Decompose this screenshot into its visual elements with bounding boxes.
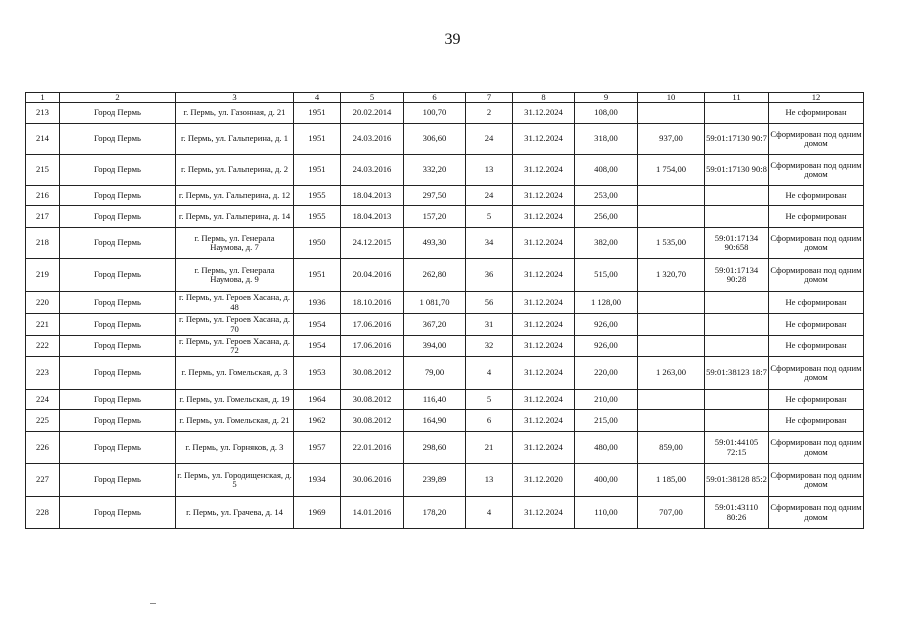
column-header: 9 [575, 93, 638, 103]
table-row [26, 336, 864, 357]
address-cell: г. Пермь, ул. Героев Хасана, д. 48 [176, 292, 294, 314]
land-status-cell: Сформирован под одним домом [769, 432, 864, 464]
year-built-cell: 1953 [294, 357, 341, 390]
residents-cell: 56 [466, 292, 513, 314]
address-cell: г. Пермь, ул. Грачева, д. 14 [176, 497, 294, 529]
municipality-cell: Город Пермь [60, 336, 176, 357]
cadastral-number-cell: 59:01:38123 18:7 [705, 357, 769, 390]
deadline-cell: 31.12.2024 [513, 410, 575, 432]
table-row [26, 314, 864, 336]
deadline-cell: 31.12.2024 [513, 103, 575, 124]
resettlement-area-cell: 926,00 [575, 314, 638, 336]
deadline-cell: 31.12.2024 [513, 186, 575, 206]
residents-cell: 2 [466, 103, 513, 124]
land-area-cell [638, 206, 705, 228]
year-built-cell: 1951 [294, 124, 341, 155]
table-row [26, 103, 864, 124]
municipality-cell: Город Пермь [60, 186, 176, 206]
recognition-date-cell: 30.08.2012 [341, 357, 404, 390]
area-cell: 178,20 [404, 497, 466, 529]
page-number: 39 [444, 31, 461, 48]
table-header-row [26, 93, 864, 103]
housing-registry-table [25, 92, 864, 529]
municipality-cell: Город Пермь [60, 103, 176, 124]
residents-cell: 31 [466, 314, 513, 336]
address-cell: г. Пермь, ул. Гомельская, д. 19 [176, 390, 294, 410]
municipality-cell: Город Пермь [60, 357, 176, 390]
year-built-cell: 1955 [294, 206, 341, 228]
recognition-date-cell: 18.04.2013 [341, 206, 404, 228]
table-row [26, 292, 864, 314]
land-status-cell: Не сформирован [769, 292, 864, 314]
land-status-cell: Сформирован под одним домом [769, 259, 864, 292]
row-number-cell: 222 [26, 336, 60, 357]
area-cell: 306,60 [404, 124, 466, 155]
resettlement-area-cell: 515,00 [575, 259, 638, 292]
year-built-cell: 1950 [294, 228, 341, 259]
column-header: 5 [341, 93, 404, 103]
land-area-cell: 1 754,00 [638, 155, 705, 186]
cadastral-number-cell: 59:01:17134 90:28 [705, 259, 769, 292]
resettlement-area-cell: 253,00 [575, 186, 638, 206]
year-built-cell: 1954 [294, 336, 341, 357]
table-row [26, 259, 864, 292]
deadline-cell: 31.12.2024 [513, 357, 575, 390]
cadastral-number-cell: 59:01:38128 85:2 [705, 464, 769, 497]
table-body [26, 103, 864, 529]
area-cell: 116,40 [404, 390, 466, 410]
deadline-cell: 31.12.2024 [513, 336, 575, 357]
land-area-cell [638, 390, 705, 410]
land-area-cell: 1 535,00 [638, 228, 705, 259]
residents-cell: 21 [466, 432, 513, 464]
column-header: 8 [513, 93, 575, 103]
table-row [26, 464, 864, 497]
cadastral-number-cell: 59:01:17130 90:7 [705, 124, 769, 155]
land-area-cell: 1 320,70 [638, 259, 705, 292]
column-header: 11 [705, 93, 769, 103]
area-cell: 298,60 [404, 432, 466, 464]
address-cell: г. Пермь, ул. Гомельская, д. 21 [176, 410, 294, 432]
land-status-cell: Не сформирован [769, 390, 864, 410]
year-built-cell: 1964 [294, 390, 341, 410]
table-row [26, 432, 864, 464]
address-cell: г. Пермь, ул. Городищенская, д. 5 [176, 464, 294, 497]
resettlement-area-cell: 256,00 [575, 206, 638, 228]
address-cell: г. Пермь, ул. Горняков, д. 3 [176, 432, 294, 464]
address-cell: г. Пермь, ул. Гальперина, д. 12 [176, 186, 294, 206]
land-area-cell [638, 186, 705, 206]
area-cell: 79,00 [404, 357, 466, 390]
deadline-cell: 31.12.2024 [513, 124, 575, 155]
residents-cell: 5 [466, 206, 513, 228]
land-area-cell [638, 103, 705, 124]
land-area-cell: 859,00 [638, 432, 705, 464]
year-built-cell: 1955 [294, 186, 341, 206]
table-row [26, 186, 864, 206]
resettlement-area-cell: 220,00 [575, 357, 638, 390]
row-number-cell: 220 [26, 292, 60, 314]
row-number-cell: 227 [26, 464, 60, 497]
table-row [26, 357, 864, 390]
municipality-cell: Город Пермь [60, 292, 176, 314]
cadastral-number-cell [705, 390, 769, 410]
municipality-cell: Город Пермь [60, 259, 176, 292]
land-status-cell: Не сформирован [769, 206, 864, 228]
cadastral-number-cell [705, 103, 769, 124]
address-cell: г. Пермь, ул. Героев Хасана, д. 70 [176, 314, 294, 336]
address-cell: г. Пермь, ул. Гомельская, д. 3 [176, 357, 294, 390]
recognition-date-cell: 18.10.2016 [341, 292, 404, 314]
deadline-cell: 31.12.2024 [513, 432, 575, 464]
area-cell: 164,90 [404, 410, 466, 432]
cadastral-number-cell [705, 186, 769, 206]
recognition-date-cell: 30.06.2016 [341, 464, 404, 497]
land-status-cell: Не сформирован [769, 186, 864, 206]
resettlement-area-cell: 108,00 [575, 103, 638, 124]
table-row [26, 497, 864, 529]
resettlement-area-cell: 1 128,00 [575, 292, 638, 314]
cadastral-number-cell: 59:01:43110 80:26 [705, 497, 769, 529]
deadline-cell: 31.12.2024 [513, 259, 575, 292]
resettlement-area-cell: 110,00 [575, 497, 638, 529]
year-built-cell: 1936 [294, 292, 341, 314]
land-area-cell [638, 336, 705, 357]
area-cell: 493,30 [404, 228, 466, 259]
table-row [26, 410, 864, 432]
land-status-cell: Не сформирован [769, 314, 864, 336]
municipality-cell: Город Пермь [60, 228, 176, 259]
year-built-cell: 1951 [294, 155, 341, 186]
residents-cell: 34 [466, 228, 513, 259]
column-header: 10 [638, 93, 705, 103]
year-built-cell: 1957 [294, 432, 341, 464]
address-cell: г. Пермь, ул. Гальперина, д. 2 [176, 155, 294, 186]
land-status-cell: Не сформирован [769, 410, 864, 432]
deadline-cell: 31.12.2024 [513, 390, 575, 410]
resettlement-area-cell: 926,00 [575, 336, 638, 357]
area-cell: 297,50 [404, 186, 466, 206]
deadline-cell: 31.12.2024 [513, 228, 575, 259]
land-status-cell: Сформирован под одним домом [769, 228, 864, 259]
recognition-date-cell: 22.01.2016 [341, 432, 404, 464]
row-number-cell: 219 [26, 259, 60, 292]
year-built-cell: 1969 [294, 497, 341, 529]
residents-cell: 4 [466, 357, 513, 390]
land-area-cell: 1 185,00 [638, 464, 705, 497]
row-number-cell: 228 [26, 497, 60, 529]
column-header: 2 [60, 93, 176, 103]
area-cell: 262,80 [404, 259, 466, 292]
row-number-cell: 223 [26, 357, 60, 390]
resettlement-area-cell: 318,00 [575, 124, 638, 155]
cadastral-number-cell: 59:01:17130 90:8 [705, 155, 769, 186]
residents-cell: 13 [466, 155, 513, 186]
land-status-cell: Не сформирован [769, 336, 864, 357]
row-number-cell: 213 [26, 103, 60, 124]
recognition-date-cell: 17.06.2016 [341, 336, 404, 357]
table-row [26, 206, 864, 228]
land-status-cell: Сформирован под одним домом [769, 497, 864, 529]
address-cell: г. Пермь, ул. Героев Хасана, д. 72 [176, 336, 294, 357]
deadline-cell: 31.12.2024 [513, 292, 575, 314]
address-cell: г. Пермь, ул. Гальперина, д. 1 [176, 124, 294, 155]
address-cell: г. Пермь, ул. Генерала Наумова, д. 9 [176, 259, 294, 292]
municipality-cell: Город Пермь [60, 206, 176, 228]
residents-cell: 5 [466, 390, 513, 410]
year-built-cell: 1954 [294, 314, 341, 336]
column-header: 1 [26, 93, 60, 103]
residents-cell: 4 [466, 497, 513, 529]
column-header: 3 [176, 93, 294, 103]
cadastral-number-cell: 59:01:17134 90:658 [705, 228, 769, 259]
land-area-cell: 1 263,00 [638, 357, 705, 390]
recognition-date-cell: 14.01.2016 [341, 497, 404, 529]
municipality-cell: Город Пермь [60, 314, 176, 336]
municipality-cell: Город Пермь [60, 390, 176, 410]
row-number-cell: 218 [26, 228, 60, 259]
year-built-cell: 1934 [294, 464, 341, 497]
land-area-cell: 937,00 [638, 124, 705, 155]
municipality-cell: Город Пермь [60, 497, 176, 529]
area-cell: 367,20 [404, 314, 466, 336]
land-area-cell [638, 314, 705, 336]
column-header: 6 [404, 93, 466, 103]
year-built-cell: 1951 [294, 103, 341, 124]
area-cell: 157,20 [404, 206, 466, 228]
column-header: 7 [466, 93, 513, 103]
cadastral-number-cell [705, 336, 769, 357]
recognition-date-cell: 20.02.2014 [341, 103, 404, 124]
year-built-cell: 1962 [294, 410, 341, 432]
municipality-cell: Город Пермь [60, 432, 176, 464]
recognition-date-cell: 24.12.2015 [341, 228, 404, 259]
land-status-cell: Не сформирован [769, 103, 864, 124]
residents-cell: 36 [466, 259, 513, 292]
area-cell: 100,70 [404, 103, 466, 124]
recognition-date-cell: 24.03.2016 [341, 124, 404, 155]
column-header: 4 [294, 93, 341, 103]
municipality-cell: Город Пермь [60, 124, 176, 155]
address-cell: г. Пермь, ул. Гальперина, д. 14 [176, 206, 294, 228]
land-status-cell: Сформирован под одним домом [769, 124, 864, 155]
address-cell: г. Пермь, ул. Газонная, д. 21 [176, 103, 294, 124]
row-number-cell: 215 [26, 155, 60, 186]
municipality-cell: Город Пермь [60, 155, 176, 186]
table-row [26, 228, 864, 259]
table-row [26, 155, 864, 186]
cadastral-number-cell: 59:01:44105 72:15 [705, 432, 769, 464]
row-number-cell: 216 [26, 186, 60, 206]
column-header: 12 [769, 93, 864, 103]
residents-cell: 24 [466, 124, 513, 155]
table-row [26, 124, 864, 155]
row-number-cell: 224 [26, 390, 60, 410]
resettlement-area-cell: 382,00 [575, 228, 638, 259]
residents-cell: 32 [466, 336, 513, 357]
land-area-cell [638, 410, 705, 432]
municipality-cell: Город Пермь [60, 464, 176, 497]
area-cell: 394,00 [404, 336, 466, 357]
deadline-cell: 31.12.2020 [513, 464, 575, 497]
row-number-cell: 225 [26, 410, 60, 432]
recognition-date-cell: 17.06.2016 [341, 314, 404, 336]
residents-cell: 13 [466, 464, 513, 497]
row-number-cell: 221 [26, 314, 60, 336]
cadastral-number-cell [705, 206, 769, 228]
land-status-cell: Сформирован под одним домом [769, 357, 864, 390]
cadastral-number-cell [705, 410, 769, 432]
address-cell: г. Пермь, ул. Генерала Наумова, д. 7 [176, 228, 294, 259]
resettlement-area-cell: 215,00 [575, 410, 638, 432]
land-area-cell: 707,00 [638, 497, 705, 529]
recognition-date-cell: 20.04.2016 [341, 259, 404, 292]
recognition-date-cell: 24.03.2016 [341, 155, 404, 186]
resettlement-area-cell: 400,00 [575, 464, 638, 497]
land-status-cell: Сформирован под одним домом [769, 155, 864, 186]
land-status-cell: Сформирован под одним домом [769, 464, 864, 497]
cadastral-number-cell [705, 292, 769, 314]
row-number-cell: 214 [26, 124, 60, 155]
resettlement-area-cell: 480,00 [575, 432, 638, 464]
area-cell: 239,89 [404, 464, 466, 497]
deadline-cell: 31.12.2024 [513, 206, 575, 228]
municipality-cell: Город Пермь [60, 410, 176, 432]
residents-cell: 6 [466, 410, 513, 432]
deadline-cell: 31.12.2024 [513, 497, 575, 529]
row-number-cell: 226 [26, 432, 60, 464]
resettlement-area-cell: 210,00 [575, 390, 638, 410]
scan-mark [150, 603, 156, 604]
row-number-cell: 217 [26, 206, 60, 228]
land-area-cell [638, 292, 705, 314]
recognition-date-cell: 30.08.2012 [341, 390, 404, 410]
cadastral-number-cell [705, 314, 769, 336]
deadline-cell: 31.12.2024 [513, 314, 575, 336]
area-cell: 332,20 [404, 155, 466, 186]
area-cell: 1 081,70 [404, 292, 466, 314]
deadline-cell: 31.12.2024 [513, 155, 575, 186]
recognition-date-cell: 30.08.2012 [341, 410, 404, 432]
recognition-date-cell: 18.04.2013 [341, 186, 404, 206]
year-built-cell: 1951 [294, 259, 341, 292]
resettlement-area-cell: 408,00 [575, 155, 638, 186]
residents-cell: 24 [466, 186, 513, 206]
table-row [26, 390, 864, 410]
